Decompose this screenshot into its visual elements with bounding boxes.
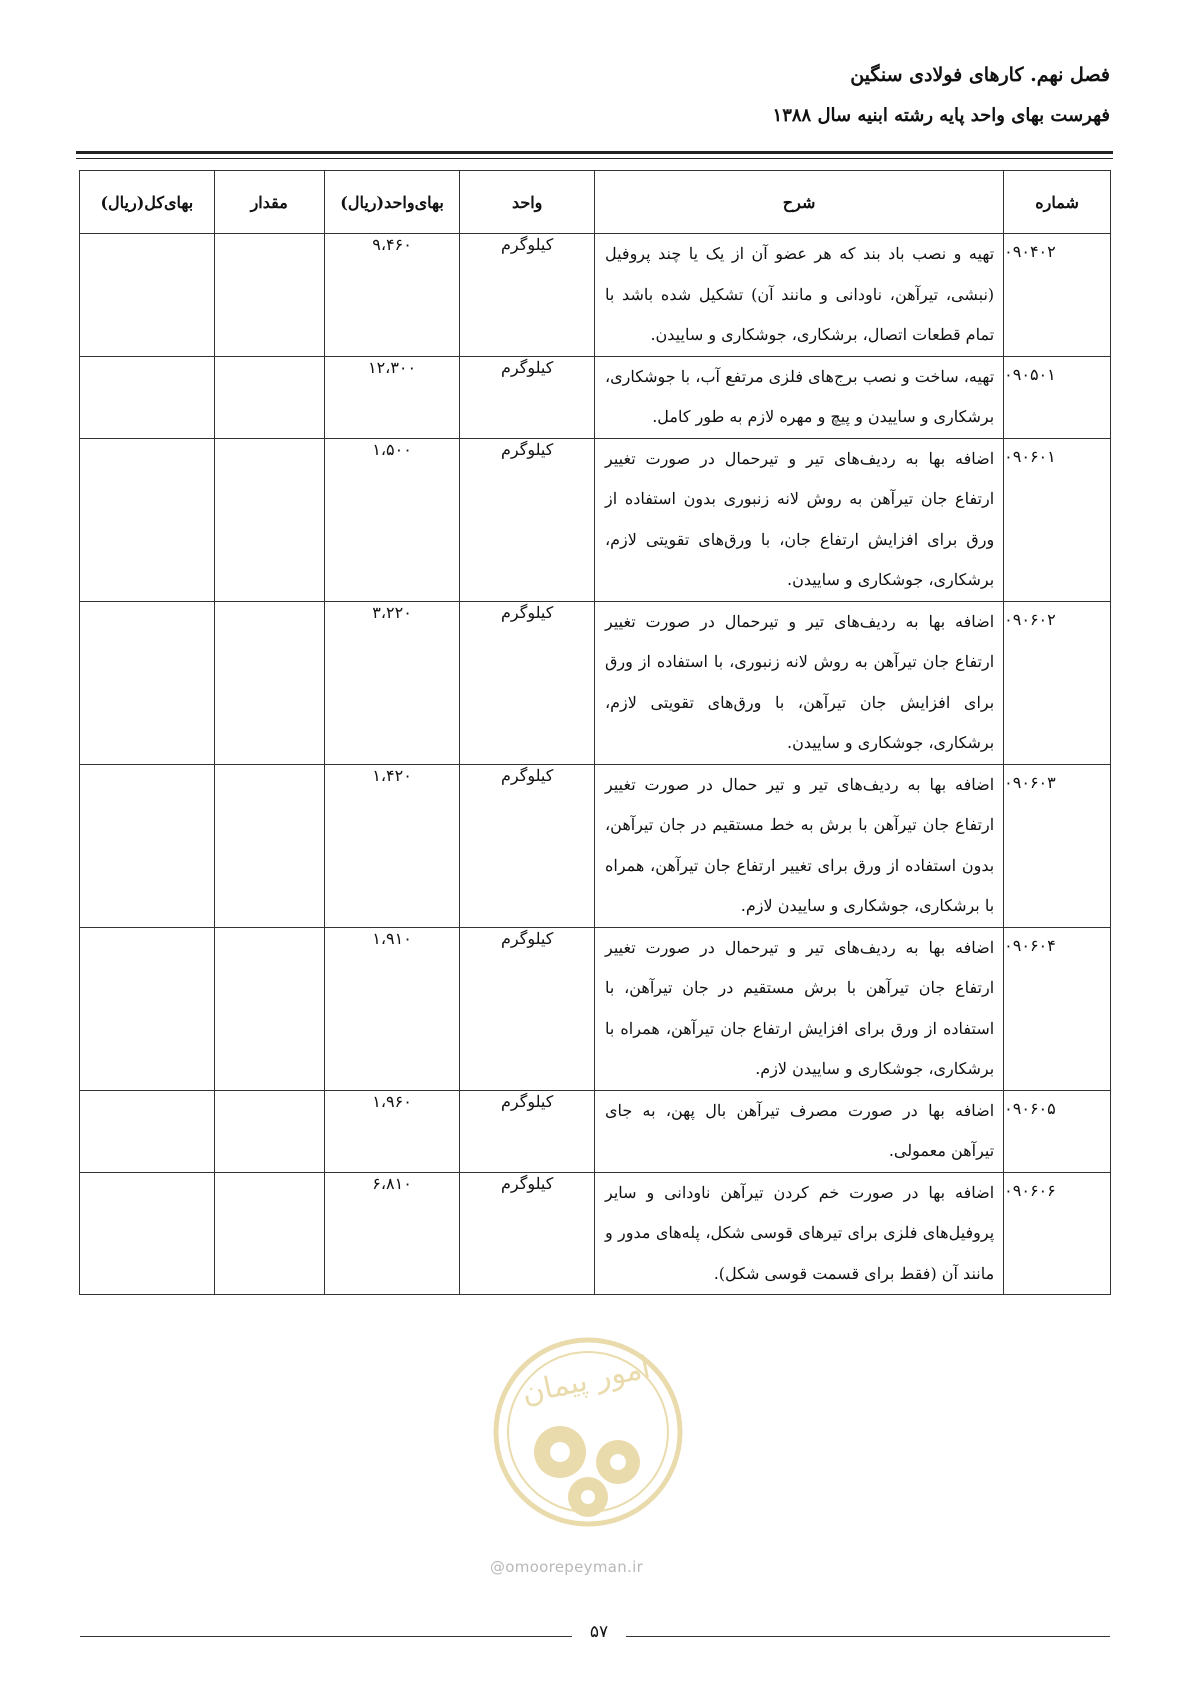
item-unit-price: ۱،۵۰۰: [324, 438, 460, 601]
table-row: [80, 601, 1111, 764]
page-number: ۵۷: [589, 1622, 609, 1642]
watermark-website: @omoorepeyman.ir: [490, 1558, 644, 1576]
footer-rule-right: [626, 1636, 1110, 1637]
item-unit-price: ۶،۸۱۰: [324, 1172, 460, 1295]
item-total: [80, 1172, 215, 1295]
item-unit-price: ۱،۴۲۰: [324, 764, 460, 927]
item-quantity: [214, 438, 324, 601]
table-row: [80, 764, 1111, 927]
item-code: ۰۹۰۴۰۲: [1004, 234, 1111, 357]
item-description: تهیه، ساخت و نصب برج‌های فلزی مرتفع آب، با جوشکاری، برشکاری و ساییدن و پیچ و مهره لازم به طور کامل.: [594, 356, 1003, 438]
item-description: تهیه و نصب باد بند که هر عضو آن از یک یا چند پروفیل (نبشی، تیرآهن، ناودانی و مانند آن) تشکیل شده باشد با تمام قطعات اتصال، برشکاری، جوشکاری و ساییدن.: [594, 234, 1003, 357]
price-table: [79, 170, 1111, 1295]
page-header: [773, 62, 1110, 129]
item-unit: کیلوگرم: [460, 601, 595, 764]
item-unit: کیلوگرم: [460, 438, 595, 601]
table-row: [80, 356, 1111, 438]
watermark-seal: [488, 1312, 688, 1572]
table-row: [80, 234, 1111, 357]
column-header-quantity: مقدار: [214, 171, 324, 234]
watermark-seal-text: امور پیمان: [518, 1350, 654, 1412]
column-header-unit-price: بهای‌واحد(ریال): [324, 171, 460, 234]
document-subtitle: فهرست بهای واحد پایه رشته ابنیه سال ۱۳۸۸: [772, 105, 1110, 126]
item-unit: کیلوگرم: [460, 1090, 595, 1172]
item-unit-price: ۹،۴۶۰: [324, 234, 460, 357]
item-code: ۰۹۰۶۰۵: [1004, 1090, 1111, 1172]
table-row: [80, 927, 1111, 1090]
item-total: [80, 438, 215, 601]
item-code: ۰۹۰۶۰۱: [1004, 438, 1111, 601]
item-description: اضافه بها به ردیف‌های تیر و تیر حمال در صورت تغییر ارتفاع جان تیرآهن با برش به خط مستقیم در جان تیرآهن، بدون استفاده از ورق برای تغییر ارتفاع جان تیرآهن، همراه با برشکاری، جوشکاری و ساییدن لازم.: [594, 764, 1003, 927]
footer-rule-left: [80, 1636, 572, 1637]
header-rule-thin: [76, 158, 1113, 159]
chapter-title: فصل نهم. کارهای فولادی سنگین: [850, 64, 1110, 86]
column-header-code: شماره: [1004, 171, 1111, 234]
item-total: [80, 927, 215, 1090]
column-header-unit: واحد: [460, 171, 595, 234]
item-code: ۰۹۰۶۰۶: [1004, 1172, 1111, 1295]
item-unit: کیلوگرم: [460, 1172, 595, 1295]
item-unit: کیلوگرم: [460, 234, 595, 357]
item-total: [80, 601, 215, 764]
item-unit-price: ۳،۲۲۰: [324, 601, 460, 764]
item-code: ۰۹۰۶۰۳: [1004, 764, 1111, 927]
item-quantity: [214, 1172, 324, 1295]
item-unit-price: ۱۲،۳۰۰: [324, 356, 460, 438]
item-total: [80, 234, 215, 357]
item-description: اضافه بها به ردیف‌های تیر و تیرحمال در صورت تغییر ارتفاع جان تیرآهن به روش لانه زنبوری، با استفاده از ورق برای افزایش جان تیرآهن، با ورق‌های تقویتی لازم، برشکاری، جوشکاری و ساییدن.: [594, 601, 1003, 764]
table-header-row: [80, 171, 1111, 234]
item-total: [80, 356, 215, 438]
item-unit: کیلوگرم: [460, 927, 595, 1090]
item-total: [80, 1090, 215, 1172]
item-quantity: [214, 1090, 324, 1172]
item-code: ۰۹۰۵۰۱: [1004, 356, 1111, 438]
item-unit-price: ۱،۹۶۰: [324, 1090, 460, 1172]
item-description: اضافه بها به ردیف‌های تیر و تیرحمال در صورت تغییر ارتفاع جان تیرآهن با برش مستقیم در جان تیرآهن، با استفاده از ورق برای افزایش ارتفاع جان تیرآهن، همراه با برشکاری، جوشکاری و ساییدن لازم.: [594, 927, 1003, 1090]
item-quantity: [214, 601, 324, 764]
item-description: اضافه بها در صورت خم کردن تیرآهن ناودانی و سایر پروفیل‌های فلزی برای تیرهای قوسی شکل، پله‌های مدور و مانند آن (فقط برای قسمت قوسی شکل).: [594, 1172, 1003, 1295]
item-quantity: [214, 764, 324, 927]
item-unit: کیلوگرم: [460, 764, 595, 927]
item-quantity: [214, 356, 324, 438]
column-header-total-price: بهای‌کل(ریال): [80, 171, 215, 234]
item-code: ۰۹۰۶۰۴: [1004, 927, 1111, 1090]
item-description: اضافه بها به ردیف‌های تیر و تیرحمال در صورت تغییر ارتفاع جان تیرآهن به روش لانه زنبوری بدون استفاده از ورق برای افزایش ارتفاع جان، با ورق‌های تقویتی لازم، برشکاری، جوشکاری و ساییدن.: [594, 438, 1003, 601]
item-quantity: [214, 234, 324, 357]
table-row: [80, 1172, 1111, 1295]
column-header-description: شرح: [594, 171, 1003, 234]
item-code: ۰۹۰۶۰۲: [1004, 601, 1111, 764]
item-unit-price: ۱،۹۱۰: [324, 927, 460, 1090]
header-rule-thick: [76, 151, 1113, 154]
table-row: [80, 438, 1111, 601]
table-row: [80, 1090, 1111, 1172]
item-unit: کیلوگرم: [460, 356, 595, 438]
item-description: اضافه بها در صورت مصرف تیرآهن بال پهن، به جای تیرآهن معمولی.: [594, 1090, 1003, 1172]
item-total: [80, 764, 215, 927]
item-quantity: [214, 927, 324, 1090]
